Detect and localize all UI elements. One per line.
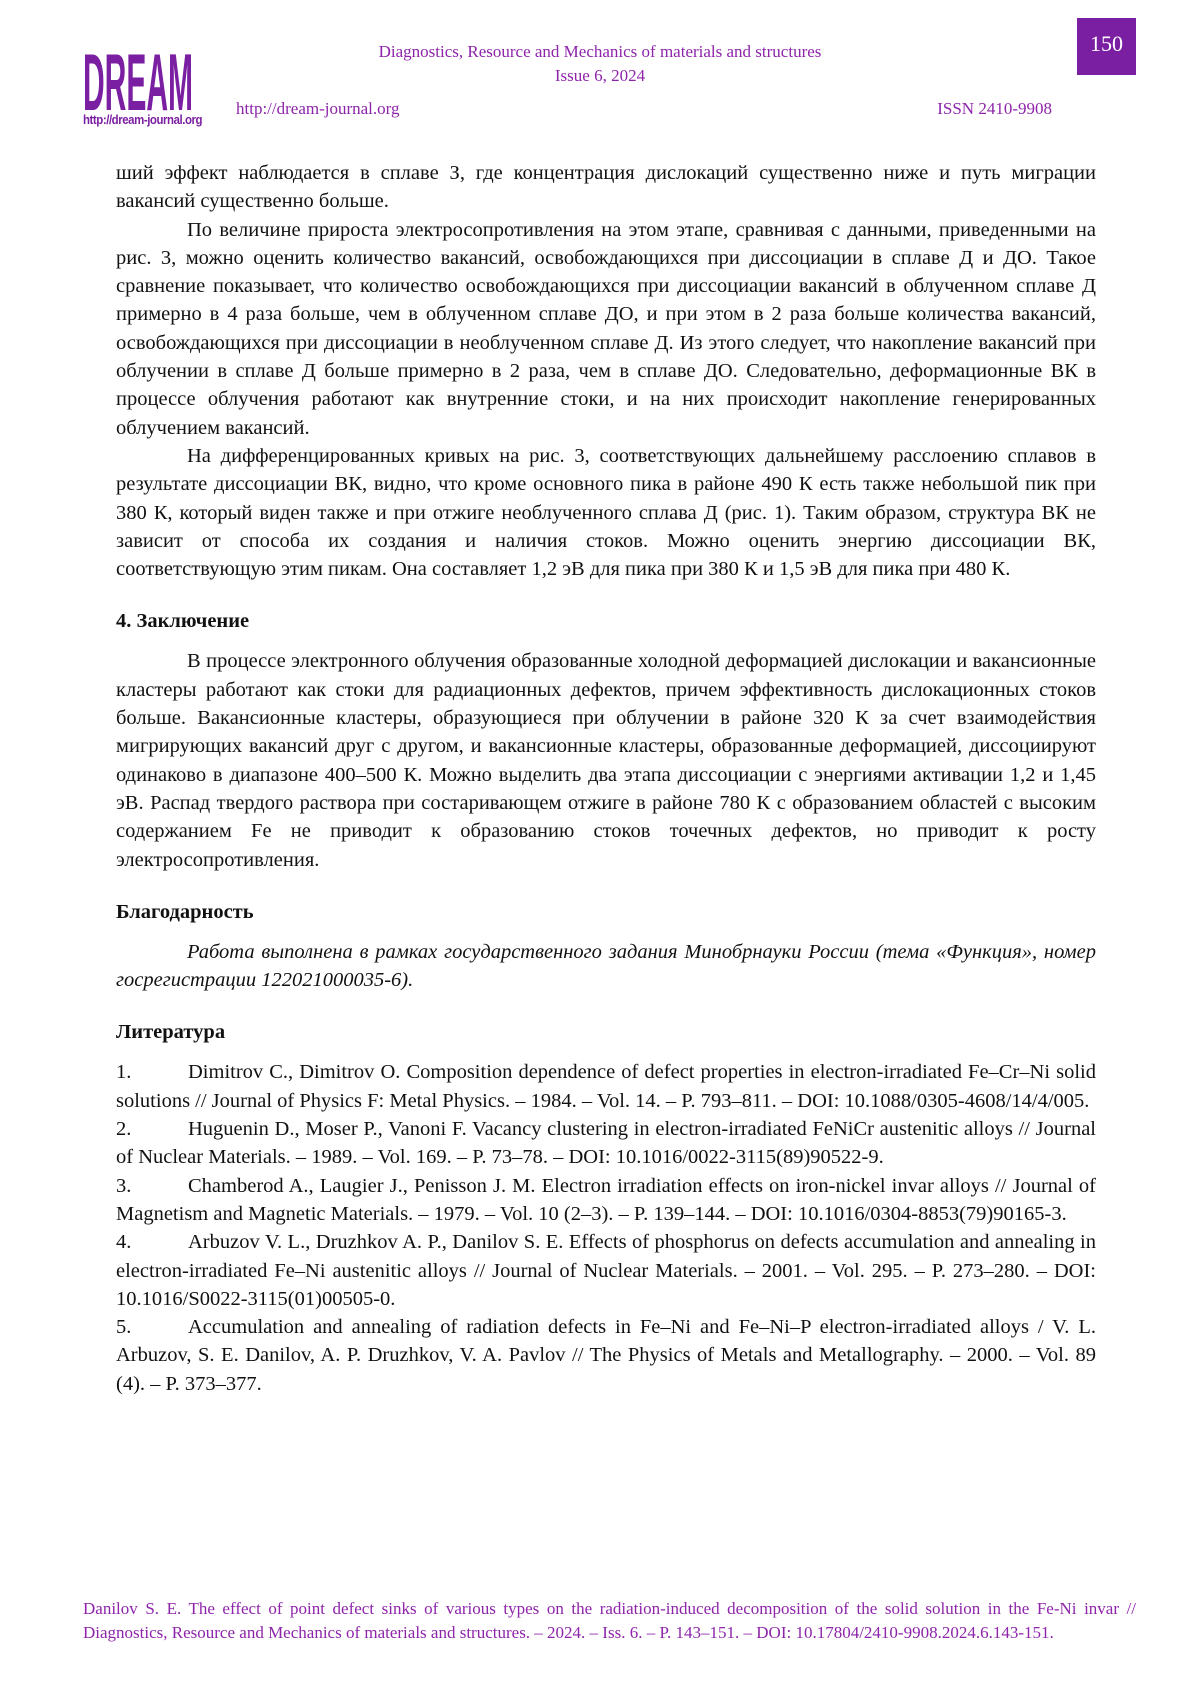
reference-text: Arbuzov V. L., Druzhkov A. P., Danilov S. E. Effects of phosphorus on defects accumulation and annealing in electron-irradiated Fe–Ni austenitic alloys // Journal of Nuclear Materials. – 2001. – Vol. 295. – P. 273–280. – DOI: 10.1016/S0022-3115(01)00505-0.: [116, 1231, 1096, 1310]
journal-url-link[interactable]: http://dream-journal.org: [236, 99, 400, 118]
reference-item: [116, 1058, 1096, 1115]
paragraph-continuation: ший эффект наблюдается в сплаве З, где концентрация дислокаций существенно ниже и путь миграции вакансий существенно больше.: [116, 162, 1096, 213]
journal-logo: [83, 16, 203, 134]
conclusion-heading: 4. Заключение: [116, 610, 250, 633]
dream-logo-icon: [83, 16, 195, 112]
svg-text:DREAM: DREAM: [83, 38, 193, 112]
article-body: [116, 159, 1096, 1398]
logo-url: http://dream-journal.org: [83, 112, 203, 127]
reference-number: 1.: [116, 1061, 132, 1084]
reference-text: Dimitrov C., Dimitrov O. Composition dependence of defect properties in electron-irradiated Fe–Cr–Ni solid solutions // Journal of Physics F: Metal Physics. – 1984. – Vol. 14. – P. 793–811. – DOI: 10.1088/0305-4608/14/4/005.: [116, 1061, 1096, 1112]
reference-text: Huguenin D., Moser P., Vanoni F. Vacancy clustering in electron-irradiated FeNiCr austenitic alloys // Journal of Nuclear Materials. – 1989. – Vol. 169. – P. 73–78. – DOI: 10.1016/0022-3115(89)90522-9.: [116, 1118, 1096, 1169]
paragraph: По величине прироста электросопротивления на этом этапе, сравнивая с данными, приведенными на рис. 3, можно оценить количество вакансий, освобождающихся при диссоциации в сплаве Д и ДО. Такое сравнение показывает, что количество освобождающихся при диссоциации вакансий в облученном сплаве Д примерно в 4 раза больше, чем в облученном сплаве ДО, и при этом в 2 раза больше количества вакансий, освобождающихся при диссоциации в необлученном сплаве Д. Из этого следует, что накопление вакансий при облучении в сплаве Д больше примерно в 2 раза, чем в сплаве ДО. Следовательно, деформационные ВК в процессе облучения работают как внутренние стоки, и на них происходит накопление генерированных облучением вакансий.: [116, 218, 1096, 439]
reference-item: [116, 1115, 1096, 1172]
reference-item: [116, 1228, 1096, 1313]
citation-footer: Danilov S. E. The effect of point defect sinks of various types on the radiation-induced decomposition of the solid solution in the Fe-Ni invar // Diagnostics, Resource and Mechanics of materials and structures. – 2024. – Iss. 6. – P. 143–151. – DOI: 10.17804/2410-9908.2024.6.143-151.: [83, 1599, 1136, 1642]
issue-label: Issue 6, 2024: [554, 66, 646, 85]
reference-number: 4.: [116, 1231, 132, 1254]
acknowledgement-heading: Благодарность: [116, 900, 254, 923]
journal-title: Diagnostics, Resource and Mechanics of materials and structures: [378, 42, 822, 61]
reference-text: Accumulation and annealing of radiation defects in Fe–Ni and Fe–Ni–P electron-irradiated alloys / V. L. Arbuzov, S. E. Danilov, A. P. Druzhkov, V. A. Pavlov // The Physics of Metals and Metallography. – 2000. – Vol. 89 (4). – P. 373–377.: [116, 1316, 1096, 1395]
page-number-badge: 150: [1077, 18, 1136, 75]
reference-number: 5.: [116, 1316, 132, 1339]
conclusion-paragraph: В процессе электронного облучения образованные холодной деформацией дислокации и вакансионные кластеры работают как стоки для радиационных дефектов, причем эффективность дислокационных стоков больше. Вакансионные кластеры, образующиеся при облучении в районе 320 К за счет взаимодействия мигрирующих вакансий друг с другом, и вакансионные кластеры, образованные деформацией, диссоциируют одинаково в диапазоне 400–500 К. Можно выделить два этапа диссоциации с энергиями активации 1,2 и 1,45 эВ. Распад твердого раствора при состаривающем отжиге в районе 780 К с образованием областей с высоким содержанием Fe не приводит к образованию стоков точечных дефектов, но приводит к росту электросопротивления.: [116, 650, 1096, 871]
reference-item: [116, 1172, 1096, 1229]
reference-list: [116, 1058, 1096, 1398]
reference-text: Chamberod A., Laugier J., Penisson J. M. Electron irradiation effects on iron-nickel invar alloys // Journal of Magnetism and Magnetic Materials. – 1979. – Vol. 10 (2–3). – P. 139–144. – DOI: 10.1016/0304-8853(79)90165-3.: [116, 1174, 1096, 1225]
reference-number: 2.: [116, 1118, 132, 1141]
reference-number: 3.: [116, 1174, 132, 1197]
paragraph: На дифференцированных кривых на рис. 3, соответствующих дальнейшему расслоению сплавов в результате диссоциации ВК, видно, что кроме основного пика в районе 490 К есть также небольшой пик при 380 К, который виден также и при отжиге необлученного сплава Д (рис. 1). Таким образом, структура ВК не зависит от способа их создания и наличия стоков. Можно оценить энергию диссоциации ВК, соответствующую этим пикам. Она составляет 1,2 эВ для пика при 380 К и 1,5 эВ для пика при 480 К.: [116, 444, 1096, 581]
references-heading: Литература: [116, 1021, 226, 1044]
acknowledgement-text: Работа выполнена в рамках государственного задания Минобрнауки России (тема «Функция», номер госрегистрации 122021000035-6).: [116, 940, 1096, 992]
reference-item: [116, 1313, 1096, 1398]
issn-label: ISSN 2410-9908: [937, 99, 1052, 118]
